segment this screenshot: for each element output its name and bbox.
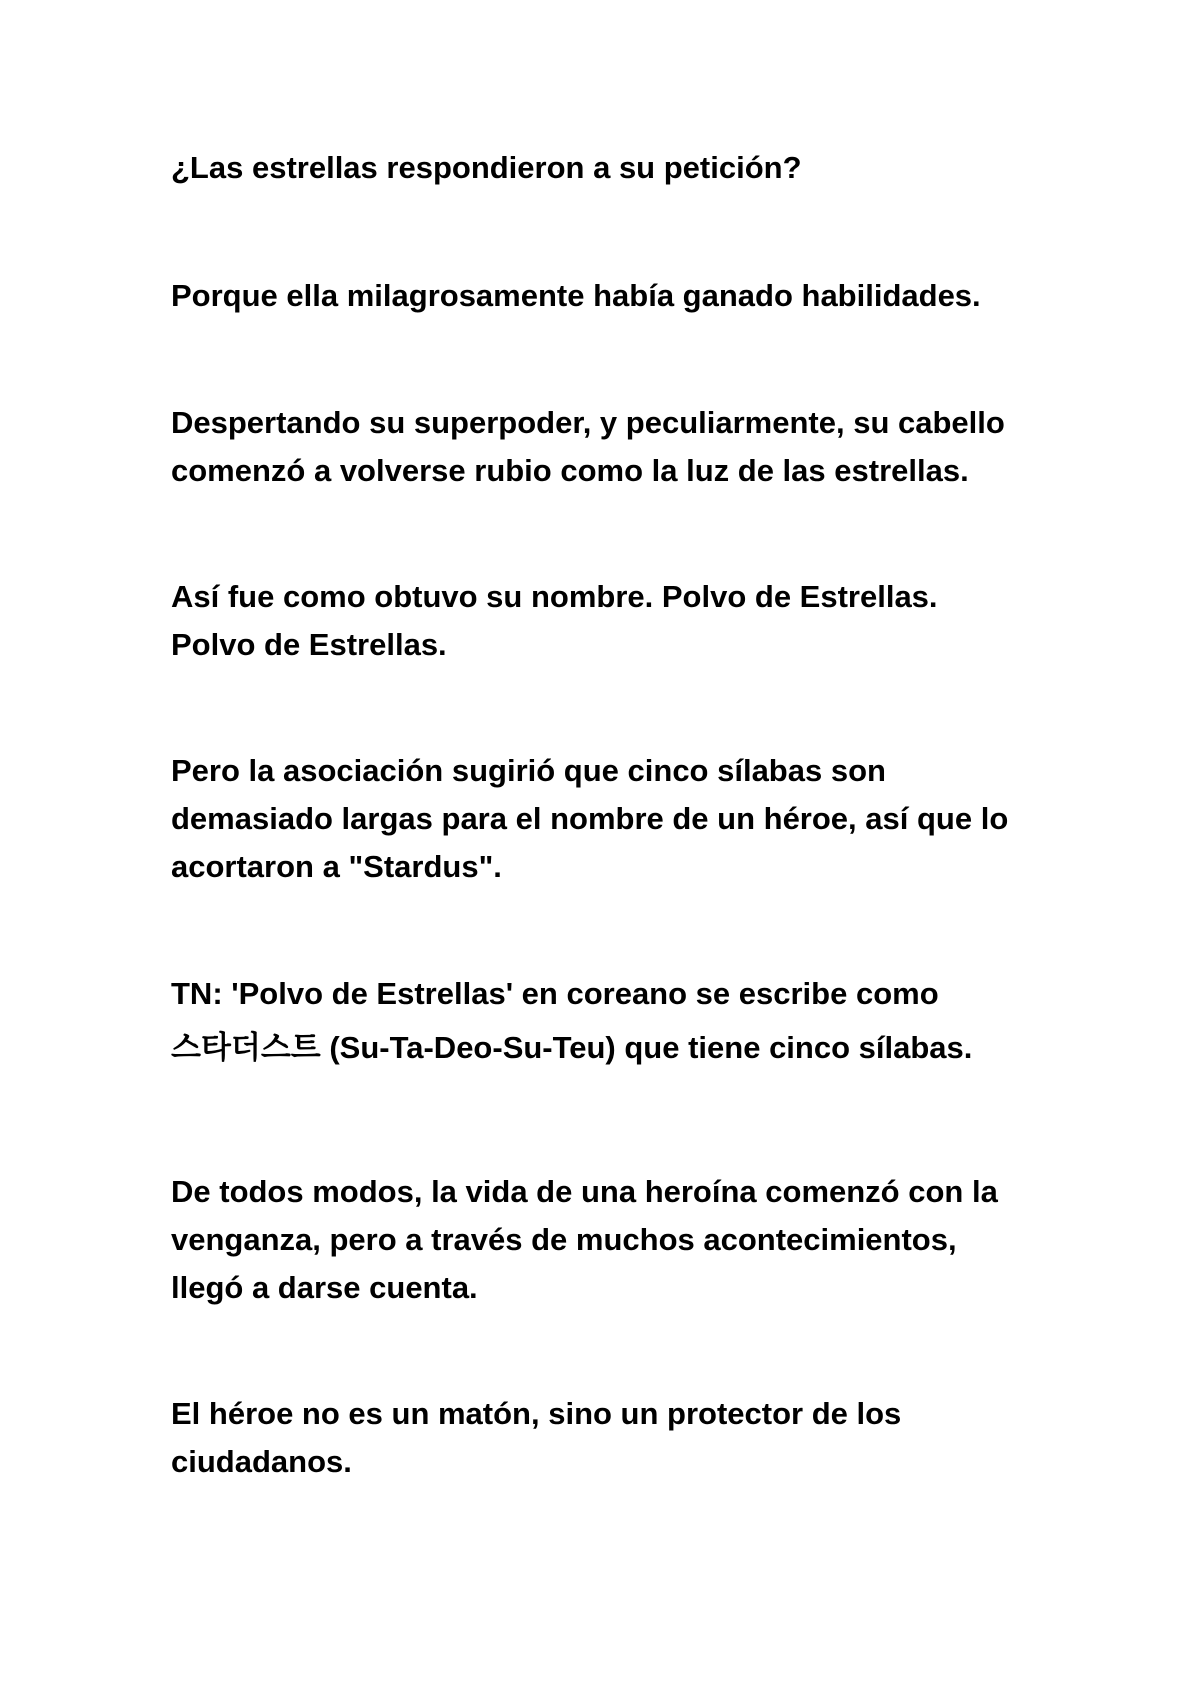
text-line: TN: 'Polvo de Estrellas' en coreano se escribe como (171, 976, 939, 1011)
text-line: ¿Las estrellas respondieron a su petición? (171, 150, 802, 185)
text-line: ciudadanos. (171, 1444, 352, 1479)
text-line: 스타더스트 (Su-Ta-Deo-Su-Teu) que tiene cinco sílabas. (171, 1030, 973, 1065)
text-line: demasiado largas para el nombre de un héroe, así que lo (171, 801, 1009, 836)
text-line: Porque ella milagrosamente había ganado habilidades. (171, 278, 981, 313)
paragraph-hero-protector (171, 1390, 1051, 1486)
text-line: El héroe no es un matón, sino un protector de los (171, 1396, 902, 1431)
text-line: Polvo de Estrellas. (171, 627, 447, 662)
paragraph-superpower-awakening (171, 399, 1051, 495)
text-line: De todos modos, la vida de una heroína comenzó con la (171, 1174, 998, 1209)
text-line: Pero la asociación sugirió que cinco sílabas son (171, 753, 886, 788)
paragraph-name-origin (171, 573, 1051, 669)
text-line: Despertando su superpoder, y peculiarmente, su cabello (171, 405, 1005, 440)
text-line: venganza, pero a través de muchos acontecimientos, (171, 1222, 957, 1257)
paragraph-translator-note (171, 970, 1051, 1072)
text-line: acortaron a "Stardus". (171, 849, 502, 884)
text-line: comenzó a volverse rubio como la luz de las estrellas. (171, 453, 969, 488)
paragraph-gained-abilities (171, 272, 1051, 320)
text-line: Así fue como obtuvo su nombre. Polvo de Estrellas. (171, 579, 938, 614)
paragraph-heroine-life (171, 1168, 1051, 1312)
text-line: llegó a darse cuenta. (171, 1270, 478, 1305)
paragraph-name-shortened (171, 747, 1051, 891)
paragraph-stars-question (171, 144, 1051, 192)
